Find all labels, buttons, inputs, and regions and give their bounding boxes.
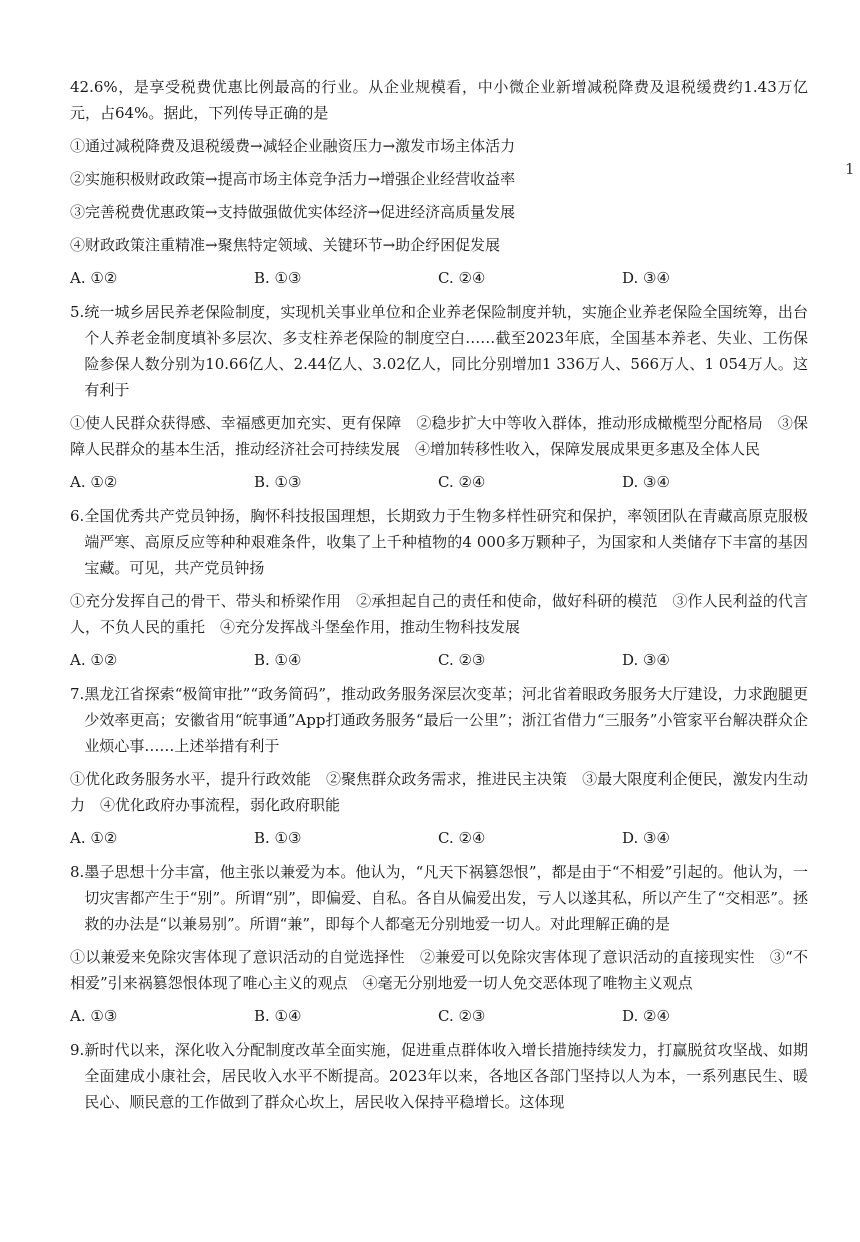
question-6-statements: ①充分发挥自己的骨干、带头和桥梁作用 ②承担起自己的责任和使命，做好科研的模范 ③作人民利益的代言人，不负人民的重托 ④充分发挥战斗堡垒作用，推动生物科技发展 <box>70 592 808 636</box>
option-b: B. ①③ <box>254 269 302 287</box>
question-8 <box>70 859 808 1029</box>
question-4-stem: 42.6%，是享受税费优惠比例最高的行业。从企业规模看，中小微企业新增减税降费及退税缓费约1.43万亿元，占64%。据此，下列传导正确的是 <box>70 78 808 122</box>
question-5-stem: 统一城乡居民养老保险制度，实现机关事业单位和企业养老保险制度并轨，实施企业养老保险全国统筹，出台个人养老金制度填补多层次、多支柱养老保险的制度空白……截至2023年底，全国基本养老、失业、工伤保险参保人数分别为10.66亿人、2.44亿人、3.02亿人，同比分别增加1 336万人、566万人、1 054万人。这有利于 <box>84 303 808 399</box>
option-c: C. ②④ <box>438 829 486 847</box>
option-c: C. ②③ <box>438 1007 486 1025</box>
option-a: A. ①② <box>70 829 118 847</box>
option-b: B. ①③ <box>254 473 302 491</box>
question-8-options <box>70 1003 808 1029</box>
question-4-statement-4: ④财政政策注重精准→聚焦特定领域、关键环节→助企纾困促发展 <box>70 236 501 254</box>
question-6-stem: 全国优秀共产党员钟扬，胸怀科技报国理想，长期致力于生物多样性研究和保护，率领团队在青藏高原克服极端严寒、高原反应等种种艰难条件，收集了上千种植物的4 000多万颗种子，为国家和人类储存下丰富的基因宝藏。可见，共产党员钟扬 <box>84 507 808 577</box>
option-d: D. ②④ <box>622 1007 670 1025</box>
question-7 <box>70 681 808 851</box>
question-9-stem: 新时代以来，深化收入分配制度改革全面实施，促进重点群体收入增长措施持续发力，打赢脱贫攻坚战、如期全面建成小康社会，居民收入水平不断提高。2023年以来，各地区各部门坚持以人为本，一系列惠民生、暖民心、顺民意的工作做到了群众心坎上，居民收入保持平稳增长。这体现 <box>84 1041 808 1111</box>
question-5-options <box>70 469 808 495</box>
question-7-stem: 黑龙江省探索“极简审批”“政务简码”，推动政务服务深层次变革；河北省着眼政务服务大厅建设，力求跑腿更少效率更高；安徽省用“皖事通”App打通政务服务“最后一公里”；浙江省借力“三服务”小管家平台解决群众企业烦心事……上述举措有利于 <box>84 685 808 755</box>
option-b: B. ①③ <box>254 829 302 847</box>
question-9 <box>70 1037 808 1115</box>
question-list <box>70 74 808 1123</box>
option-d: D. ③④ <box>622 651 670 669</box>
question-6-options <box>70 647 808 673</box>
option-a: A. ①② <box>70 269 118 287</box>
option-d: D. ③④ <box>622 829 670 847</box>
option-a: A. ①② <box>70 651 118 669</box>
question-6-number: 6. <box>70 507 85 525</box>
option-b: B. ①④ <box>254 651 302 669</box>
option-b: B. ①④ <box>254 1007 302 1025</box>
question-4-statement-1: ①通过减税降费及退税缓费→减轻企业融资压力→激发市场主体活力 <box>70 137 516 155</box>
question-7-number: 7. <box>70 685 85 703</box>
question-7-options <box>70 825 808 851</box>
margin-page-number: 1 <box>845 160 855 178</box>
question-5-number: 5. <box>70 303 85 321</box>
option-a: A. ①② <box>70 473 118 491</box>
question-8-number: 8. <box>70 863 85 881</box>
question-8-statements: ①以兼爱来免除灾害体现了意识活动的自觉选择性 ②兼爱可以免除灾害体现了意识活动的直接现实性 ③“不相爱”引来祸篡怨恨体现了唯心主义的观点 ④毫无分别地爱一切人免交恶体现了唯物主义观点 <box>70 948 808 992</box>
option-c: C. ②③ <box>438 651 486 669</box>
question-4-statement-3: ③完善税费优惠政策→支持做强做优实体经济→促进经济高质量发展 <box>70 203 516 221</box>
option-c: C. ②④ <box>438 473 486 491</box>
question-4 <box>70 74 808 291</box>
option-a: A. ①③ <box>70 1007 118 1025</box>
option-c: C. ②④ <box>438 269 486 287</box>
question-4-statement-2: ②实施积极财政政策→提高市场主体竞争活力→增强企业经营收益率 <box>70 170 516 188</box>
question-4-options <box>70 265 808 291</box>
question-7-statements: ①优化政务服务水平，提升行政效能 ②聚焦群众政务需求，推进民主决策 ③最大限度利企便民，激发内生动力 ④优化政府办事流程，弱化政府职能 <box>70 770 808 814</box>
question-9-number: 9. <box>70 1041 85 1059</box>
question-6 <box>70 503 808 673</box>
option-d: D. ③④ <box>622 269 670 287</box>
question-5 <box>70 299 808 495</box>
question-8-stem: 墨子思想十分丰富，他主张以兼爱为本。他认为，“凡天下祸篡怨恨”，都是由于“不相爱”引起的。他认为，一切灾害都产生于“别”。所谓“别”，即偏爱、自私。各自从偏爱出发，亏人以遂其私，所以产生了“交相恶”。拯救的办法是“以兼易别”。所谓“兼”，即每个人都毫无分别地爱一切人。对此理解正确的是 <box>84 863 808 933</box>
option-d: D. ③④ <box>622 473 670 491</box>
question-5-statements: ①使人民群众获得感、幸福感更加充实、更有保障 ②稳步扩大中等收入群体，推动形成橄榄型分配格局 ③保障人民群众的基本生活，推动经济社会可持续发展 ④增加转移性收入，保障发展成果更多惠及全体人民 <box>70 414 808 458</box>
